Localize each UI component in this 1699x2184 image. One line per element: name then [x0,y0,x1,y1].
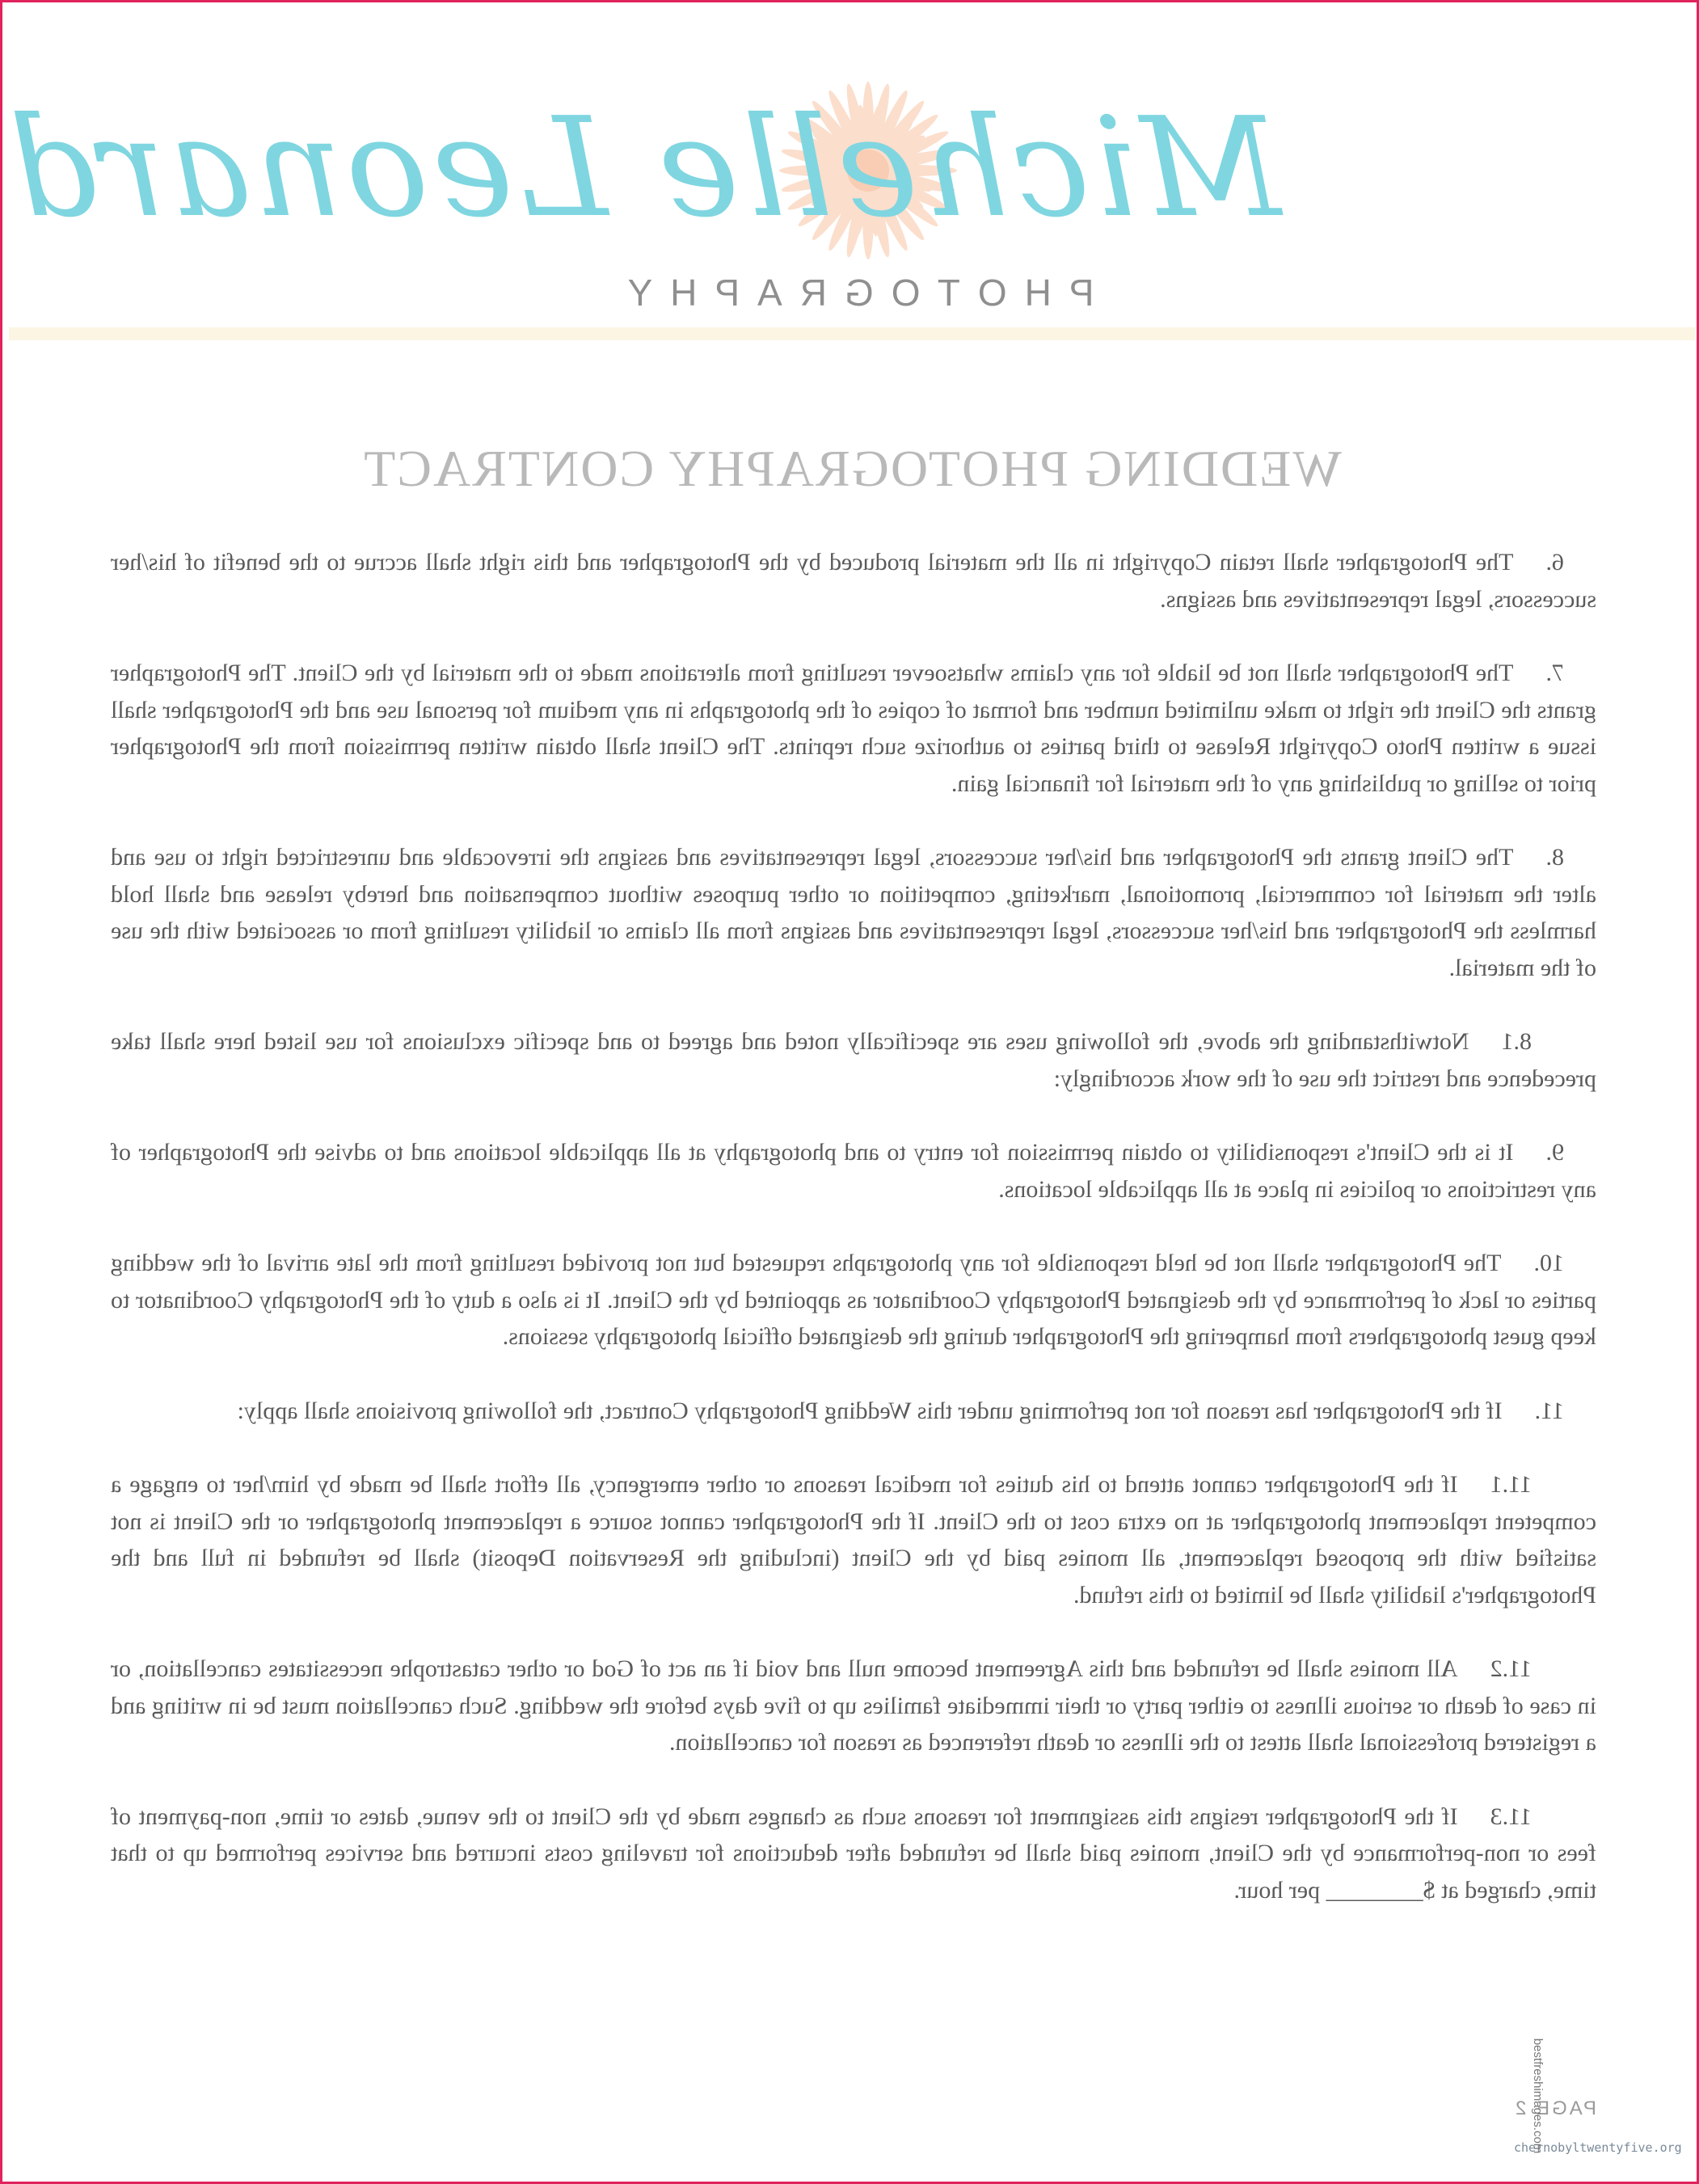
clause-7 [111,655,1596,802]
clause-6 [111,544,1596,618]
clause-8 [111,839,1596,986]
clause-text: Notwithstanding the above, the following uses are specifically noted and agreed to and specific exclusions for use listed here shall take precedence and restrict the use of the work accordingly: [111,1028,1596,1092]
clause-9 [111,1134,1596,1208]
watermark-site: chernobyltwentyfive.org [1514,2140,1682,2155]
clause-text: It is the Client's responsibility to obtain permission for entry to and photography at all applicable locations and to advise the Photographer of any restrictions or policies in place at all applicable locations. [111,1139,1596,1203]
clause-list [111,544,1596,1946]
clause-text: If the Photographer has reason for not performing under this Wedding Photography Contract, the following provisions shall apply: [237,1397,1503,1424]
clause-number: 7. [1545,660,1564,686]
mirrored-content [2,2,1699,2184]
clause-11-1 [111,1466,1596,1613]
page-number: PAGE 2 [1513,2098,1596,2119]
document-title: WEDDING PHOTOGRAPHY CONTRACT [362,440,1342,497]
clause-11-3 [111,1798,1596,1909]
header-divider [9,327,1695,340]
clause-text: The Photographer shall retain Copyright in all the material produced by the Photographer and this right shall accrue to the benefit of his/her successors, legal representatives and assigns. [111,549,1596,613]
clause-text: If the Photographer resigns this assignment for reasons such as changes made by the Client to the venue, dates or time, non-payment of fees or non-performance by the Client, monies paid shall be refunded after deductions for traveling costs incurred and services performed up to that time, charged at $________ per hour. [111,1802,1596,1904]
clause-text: The Photographer shall not be held responsible for any photographs requested but not provided resulting from the late arrival of the wedding parties or lack of performance by the designated Photography Coordinator as appointed by the Client. It is also a duty of the Photography Coordinator to keep guest photographers from hampering the Photographer during the designated official photography sessions. [111,1250,1596,1350]
clause-11 [111,1393,1596,1430]
clause-text: The Client grants the Photographer and his/her successors, legal representatives and assigns the irrevocable and unrestricted right to use and alter the material for commercial, promotional, marketing, competition or other purposes without compensation and hereby release and shall hold harmless the Photographer and his/her successors, legal representatives and assigns from all claims or liability resulting from or associated with the use of the material. [111,844,1596,981]
clause-number: 9. [1545,1139,1564,1166]
clause-number: 8. [1545,844,1564,871]
clause-number: 11.3 [1490,1802,1532,1830]
clause-text: If the Photographer cannot attend to his duties for medical reasons or other emergency, all effort shall be made by him/her to engage a competent replacement photographer at no extra cost to the Client. If the Photographer cannot source a replacement photographer or the Client is not satisfied with the proposed replacement, all monies paid by the Client (including the Reservation Deposit) shall be refunded in full and the Photographer's liability shall be limited to this refund. [111,1471,1596,1608]
clause-number: 6. [1545,549,1564,576]
clause-number: 10. [1533,1250,1564,1276]
logo-script: Michelle Leonard [6,88,1281,248]
clause-number: 11.2 [1490,1655,1532,1682]
clause-text: The Photographer shall not be liable for any claims whatsoever resulting from alterations made to the material by the Client. The Photographer grants the Client the right to make unlimited number and format of copies of the photographs in any medium for personal use and the Photographer shall issue a written Photo Copyright Release to third parties to authorize such reprints. The Client shall obtain written permission from the Photographer prior to selling or publishing any of the material for financial gain. [111,660,1596,797]
clause-number: 8.1 [1501,1028,1532,1055]
clause-number: 11.1 [1490,1471,1532,1498]
clause-8-1 [111,1023,1596,1097]
letterhead [2,2,1699,326]
clause-11-2 [111,1651,1596,1761]
clause-10 [111,1245,1596,1356]
clause-number: 11. [1534,1397,1564,1424]
clause-text: All monies shall be refunded and this Agreement become null and void if an act of God or other catastrophe necessitates cancellation, or in case of death or serious illness to either party or their immediate families up to five days before the wedding. Such cancellation must be in writing and a registered professional shall attest to the illness or death referenced as reason for cancellation. [111,1655,1596,1756]
side-watermark: bestfreshimages.com [1531,2038,1545,2154]
logo-subtitle: PHOTOGRAPHY [609,272,1094,314]
